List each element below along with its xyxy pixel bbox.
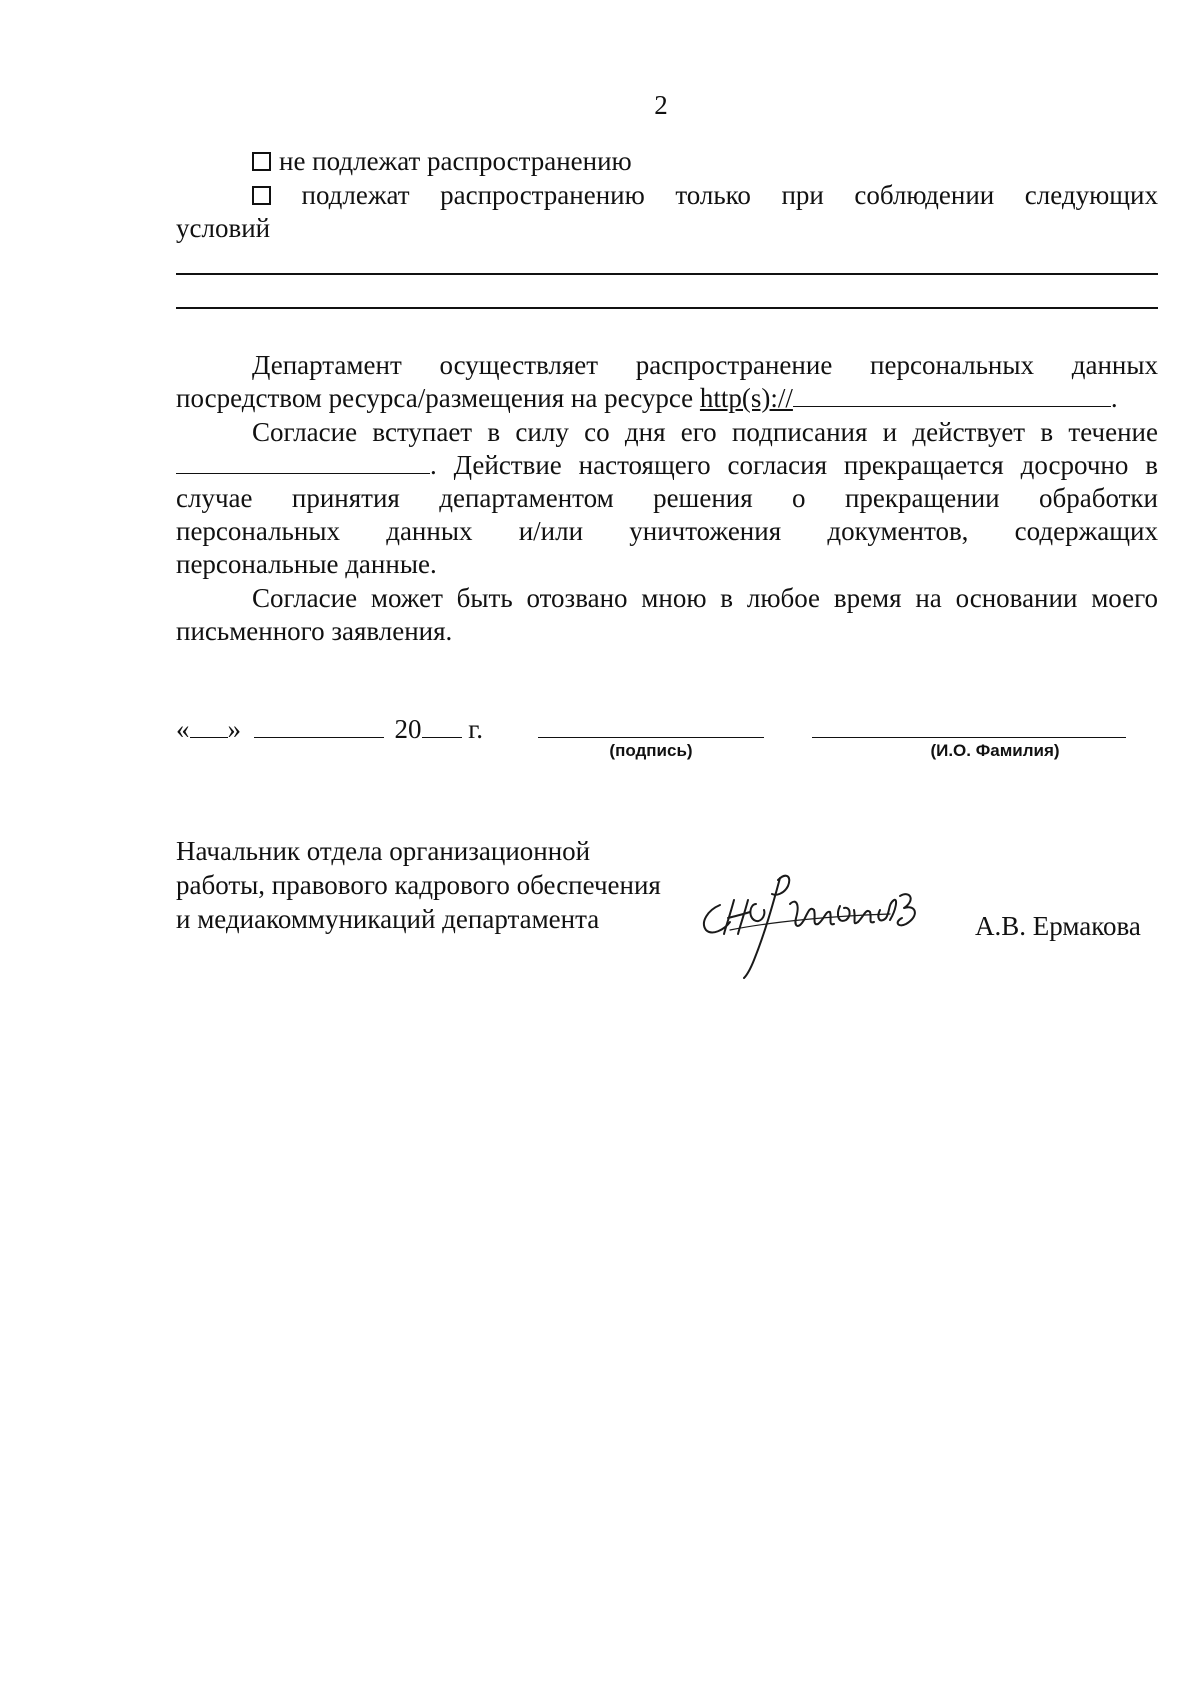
name-line[interactable]	[812, 737, 1126, 738]
word: документов,	[827, 516, 969, 546]
signature-stroke	[898, 894, 915, 925]
term-blank[interactable]	[176, 449, 430, 474]
option-word: только	[675, 180, 751, 210]
resource-text: посредством ресурса/размещения на ресурсе	[176, 383, 694, 413]
word: данных	[1071, 350, 1158, 380]
option-word: при	[781, 180, 824, 210]
word: данных	[386, 516, 473, 546]
paragraph-2-line-2	[176, 448, 1158, 482]
word: принятия	[291, 483, 400, 513]
resource-link[interactable]: http(s)://	[699, 383, 793, 413]
conditions-line-2[interactable]	[176, 307, 1158, 309]
signatory-position-line-2: работы, правового кадрового обеспечения	[176, 870, 661, 900]
paragraph-1-line-1	[252, 348, 1158, 382]
word: осуществляет	[439, 350, 599, 380]
term-text: . Действие настоящего согласия прекращается досрочно в	[430, 450, 1158, 480]
checkbox-conditional[interactable]	[252, 186, 271, 205]
paragraph-2-line-5: персональные данные.	[176, 549, 437, 579]
period: .	[1110, 383, 1118, 413]
word: содержащих	[1014, 516, 1158, 546]
word: персональных	[870, 350, 1034, 380]
day-blank[interactable]	[190, 713, 228, 738]
signatory-position-line-1: Начальник отдела организационной	[176, 836, 591, 866]
open-quote: «	[176, 714, 190, 744]
year-suffix: г.	[468, 714, 484, 744]
option-word: подлежат	[301, 180, 410, 210]
signature-stroke	[750, 904, 764, 921]
option-conditional	[252, 178, 1158, 212]
word: персональных	[176, 516, 340, 546]
name-caption: (И.О. Фамилия)	[930, 741, 1060, 760]
word: уничтожения	[629, 516, 782, 546]
year-blank[interactable]	[422, 713, 462, 738]
signature-stroke	[744, 878, 780, 978]
handwritten-signature	[690, 860, 950, 980]
signature-stroke	[878, 900, 896, 921]
signature-line[interactable]	[538, 737, 764, 738]
conditions-line-1[interactable]	[176, 273, 1158, 275]
signature-caption: (подпись)	[609, 741, 693, 760]
option-not-distributed-label: не подлежат распространению	[279, 146, 632, 176]
word: случае	[176, 483, 253, 513]
year-prefix: 20	[394, 714, 422, 744]
word: решения	[653, 483, 753, 513]
date-row	[176, 712, 483, 746]
word: и/или	[518, 516, 584, 546]
option-word: распространению	[440, 180, 645, 210]
close-quote: »	[227, 714, 241, 744]
option-not-distributed	[252, 144, 632, 178]
paragraph-1-line-2	[176, 381, 1118, 415]
option-word: следующих	[1024, 180, 1158, 210]
word: обработки	[1039, 483, 1158, 513]
signatory-position-line-3: и медиакоммуникаций департамента	[176, 904, 600, 934]
option-word: соблюдении	[854, 180, 995, 210]
word: о	[792, 483, 806, 513]
checkbox-not-distributed[interactable]	[252, 152, 271, 171]
signature-stroke	[790, 902, 834, 926]
paragraph-3-line-1: Согласие может быть отозвано мною в любое время на основании моего	[252, 583, 1158, 613]
resource-url-blank[interactable]	[793, 382, 1111, 407]
signature-stroke	[772, 876, 789, 895]
word: прекращении	[844, 483, 1000, 513]
paragraph-3-line-2: письменного заявления.	[176, 616, 453, 646]
word: распространение	[635, 350, 833, 380]
paragraph-2-line-1: Согласие вступает в силу со дня его подписания и действует в течение	[252, 417, 1158, 447]
page-number: 2	[654, 90, 668, 120]
paragraph-2-line-3	[176, 481, 1158, 515]
word: Департамент	[252, 350, 402, 380]
word: департаментом	[439, 483, 614, 513]
signature-stroke	[730, 914, 890, 930]
option-conditional-tail: условий	[176, 213, 271, 243]
month-blank[interactable]	[254, 713, 384, 738]
paragraph-2-line-4	[176, 514, 1158, 548]
signatory-name: А.В. Ермакова	[975, 911, 1141, 941]
